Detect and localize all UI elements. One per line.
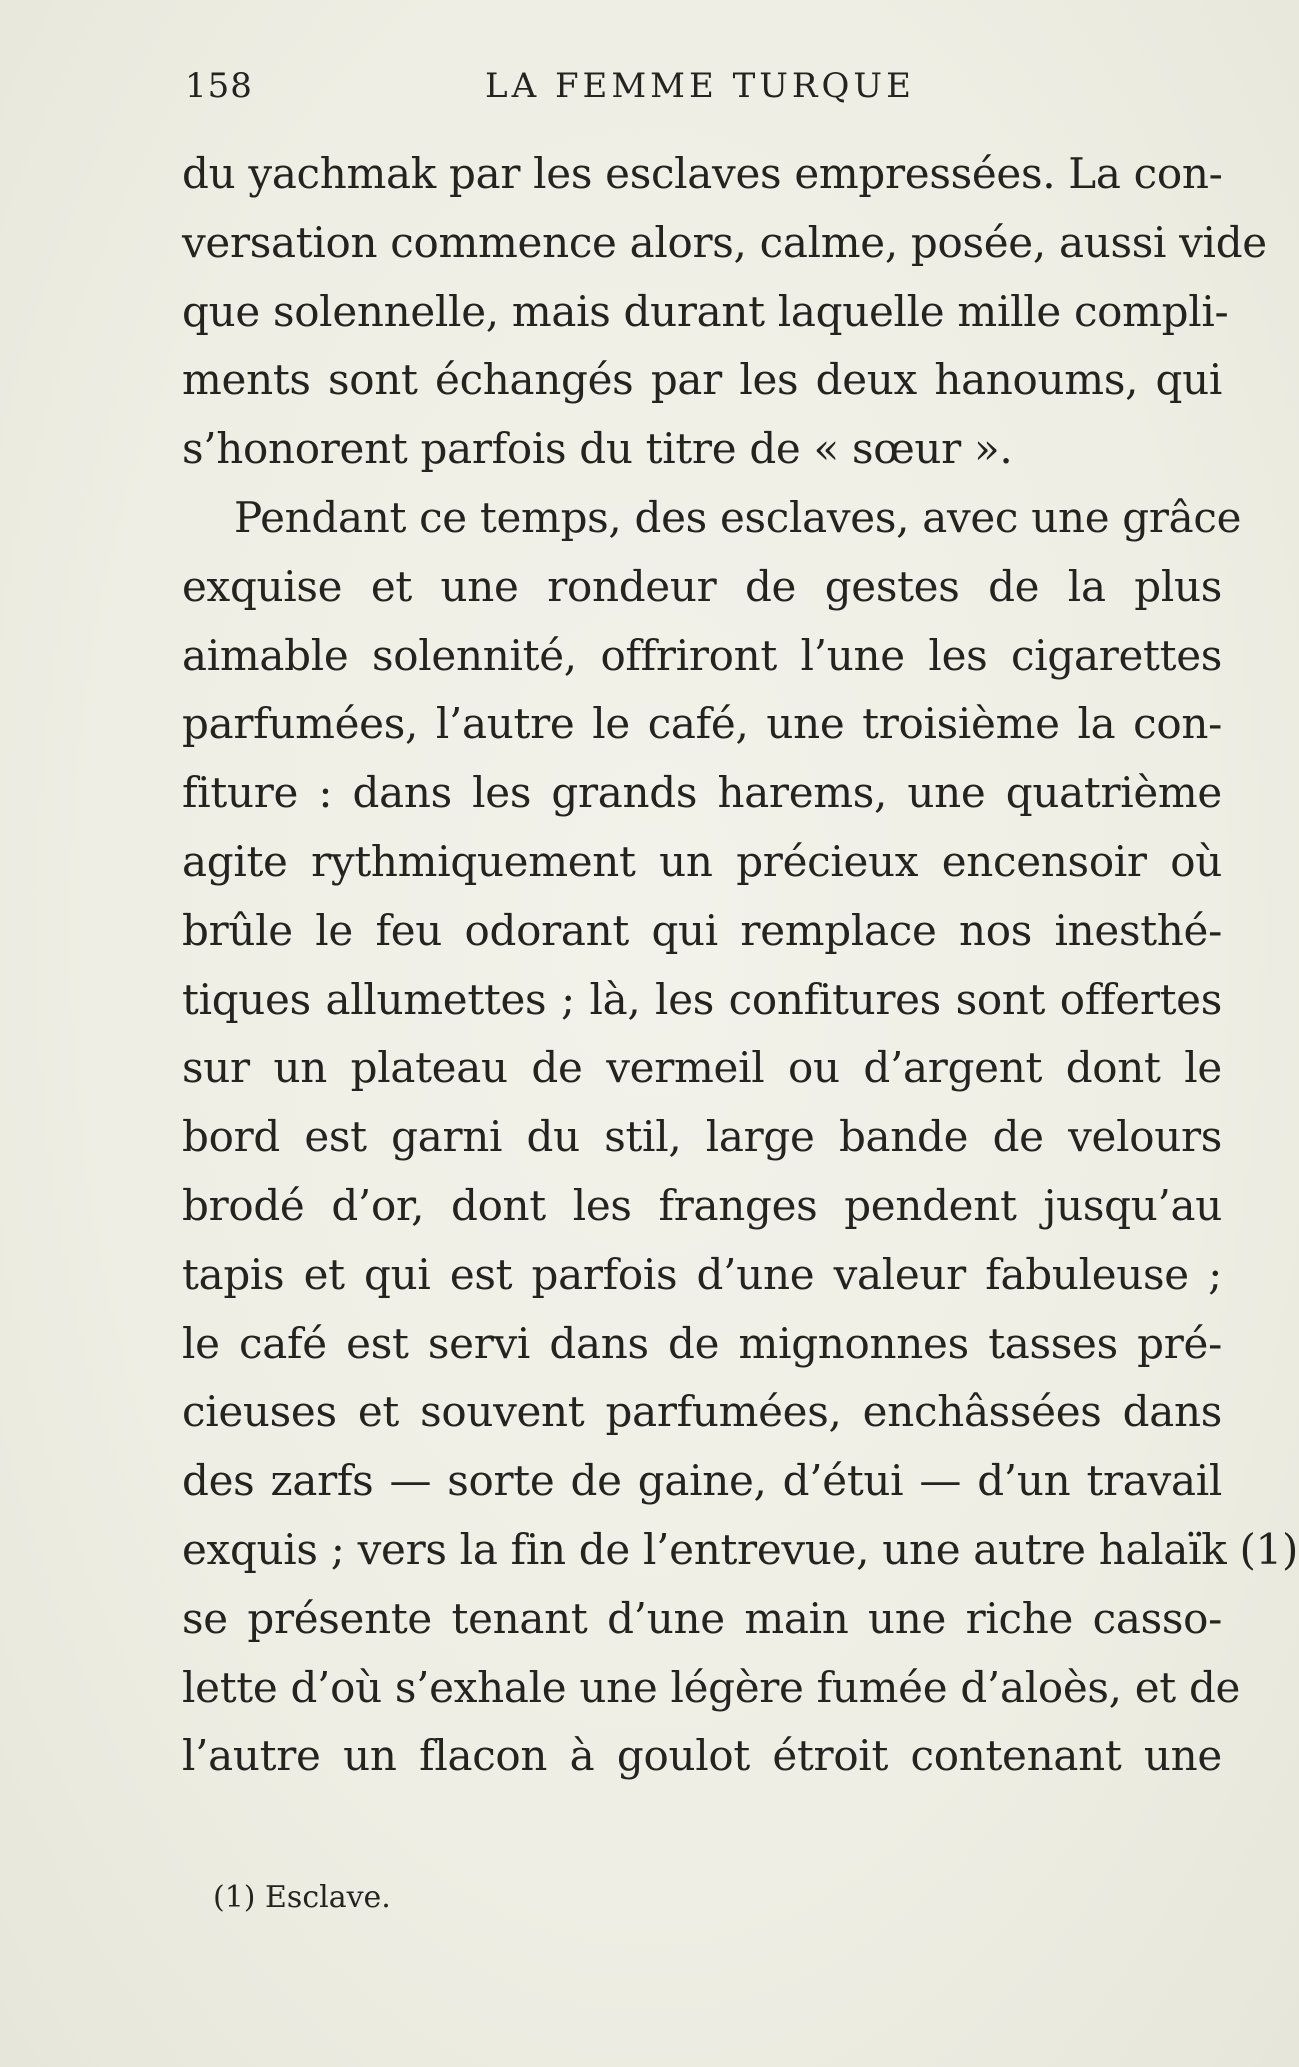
text-line: brodé d’or, dont les franges pendent jusqu’au <box>182 1180 1222 1230</box>
page-header <box>185 66 1215 116</box>
text-line: bord est garni du stil, large bande de velours <box>182 1112 1222 1162</box>
text-line: l’autre un flacon à goulot étroit contenant une <box>182 1731 1222 1781</box>
text-line: parfumées, l’autre le café, une troisième la con- <box>182 699 1222 749</box>
text-line: se présente tenant d’une main une riche casso- <box>182 1593 1222 1643</box>
text-line: agite rythmiquement un précieux encensoir où <box>182 836 1222 886</box>
text-line: du yachmak par les esclaves empressées. La con- <box>182 149 1223 198</box>
text-line: lette d’où s’exhale une légère fumée d’aloès, et de <box>182 1662 1241 1712</box>
body-text <box>182 140 1299 1791</box>
text-line: aimable solennité, offriront l’une les cigarettes <box>182 630 1222 680</box>
running-title: LA FEMME TURQUE <box>485 66 915 106</box>
text-line: sur un plateau de vermeil ou d’argent dont le <box>182 1043 1222 1093</box>
text-line: exquis ; vers la fin de l’entrevue, une autre halaïk (1) <box>182 1524 1299 1574</box>
text-line: tapis et qui est parfois d’une valeur fabuleuse ; <box>182 1249 1222 1299</box>
text-line: versation commence alors, calme, posée, aussi vide <box>182 217 1267 267</box>
text-line: brûle le feu odorant qui remplace nos inesthé- <box>182 905 1222 955</box>
text-line: le café est servi dans de mignonnes tasses pré- <box>182 1318 1222 1368</box>
text-line: ments sont échangés par les deux hanoums, qui <box>182 355 1222 405</box>
text-line: fiture : dans les grands harems, une quatrième <box>182 768 1222 818</box>
text-line: Pendant ce temps, des esclaves, avec une grâce <box>234 492 1242 542</box>
page-number: 158 <box>185 66 253 106</box>
text-line: s’honorent parfois du titre de « sœur ». <box>182 424 1013 474</box>
text-line: que solennelle, mais durant laquelle mille compli- <box>182 286 1229 336</box>
footnote: (1) Esclave. <box>213 1880 391 1915</box>
text-line: des zarfs — sorte de gaine, d’étui — d’un travail <box>182 1456 1222 1506</box>
text-line: cieuses et souvent parfumées, enchâssées dans <box>182 1387 1222 1437</box>
text-line: exquise et une rondeur de gestes de la plus <box>182 561 1222 611</box>
text-line: tiques allumettes ; là, les confitures sont offertes <box>182 974 1222 1024</box>
